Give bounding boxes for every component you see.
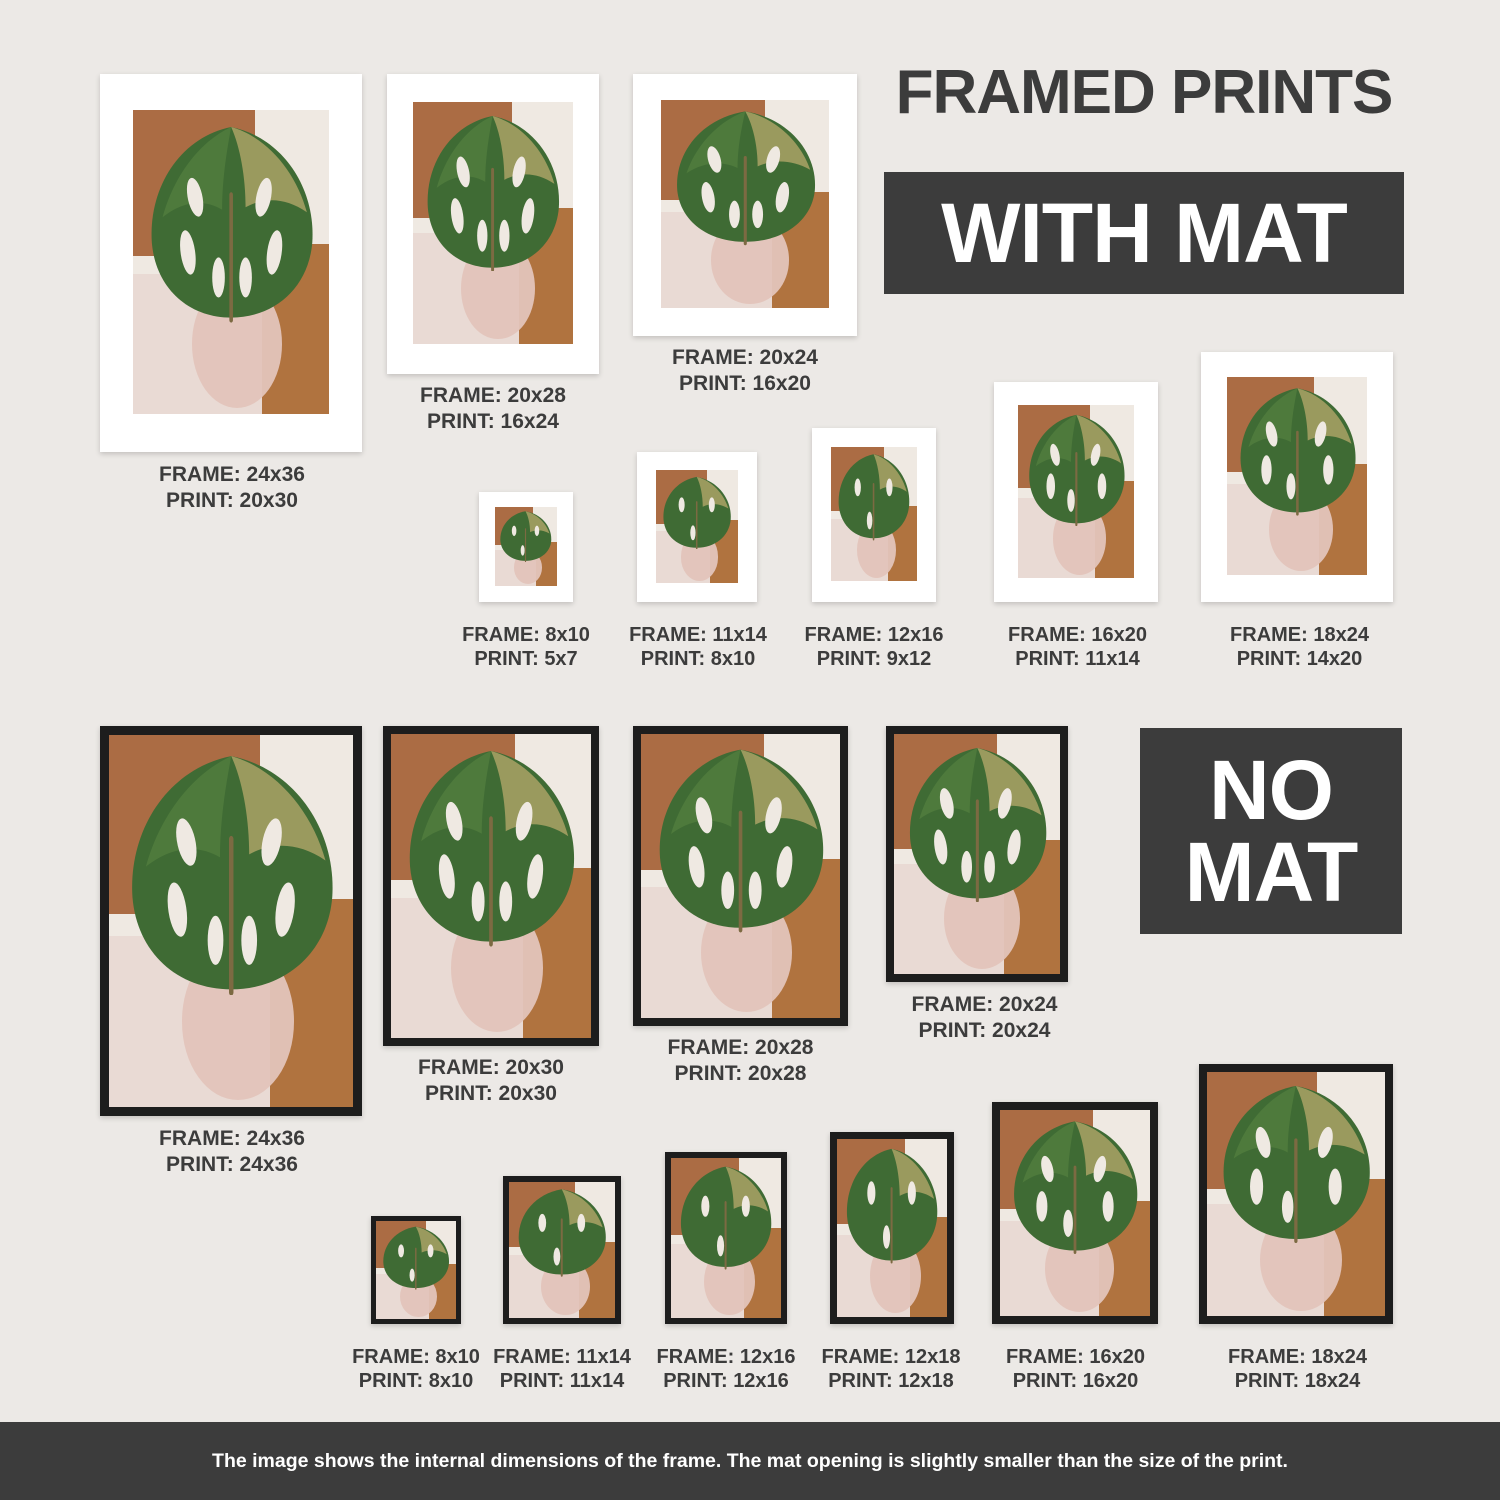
- frame-caption: [1000, 623, 1155, 672]
- artwork: [1000, 1110, 1150, 1316]
- no-mat-banner-line2: MAT: [1184, 825, 1358, 919]
- caption-frame-size: FRAME: 8x10: [352, 1346, 480, 1368]
- framed-print-no-mat[interactable]: [371, 1216, 461, 1324]
- caption-frame-size: FRAME: 24x36: [159, 463, 305, 486]
- caption-print-size: PRINT: 20x30: [166, 488, 298, 512]
- frame-caption: [798, 623, 950, 672]
- with-mat-banner-label: WITH MAT: [941, 185, 1347, 280]
- caption-frame-size: FRAME: 11x14: [493, 1346, 631, 1368]
- artwork: [109, 735, 353, 1107]
- monstera-leaf-icon: [141, 122, 321, 323]
- caption-print-size: PRINT: 8x10: [640, 648, 756, 671]
- artwork: [837, 1139, 947, 1317]
- framed-print-with-mat[interactable]: [633, 74, 857, 336]
- framed-print-with-mat[interactable]: [100, 74, 362, 452]
- frame-caption: [618, 1035, 863, 1086]
- frame-caption: [622, 623, 774, 672]
- artwork: [133, 110, 329, 414]
- artwork: [656, 470, 738, 583]
- monstera-leaf-icon: [419, 112, 566, 272]
- artwork: [1018, 405, 1134, 578]
- frame-caption: [487, 1345, 637, 1394]
- framed-print-no-mat[interactable]: [503, 1176, 621, 1324]
- caption-frame-size: FRAME: 18x24: [1228, 1346, 1367, 1368]
- framed-print-no-mat[interactable]: [383, 726, 599, 1046]
- monstera-leaf-icon: [1214, 1082, 1378, 1243]
- frame-caption: [369, 1055, 613, 1106]
- frame-caption: [1220, 1345, 1375, 1394]
- artwork: [894, 734, 1060, 974]
- frame-caption: [372, 383, 614, 434]
- caption-print-size: PRINT: 20x24: [918, 1018, 1051, 1042]
- footer-note-bar: [0, 1422, 1500, 1500]
- frame-caption: [650, 1345, 802, 1394]
- no-mat-banner-line1: NO: [1209, 742, 1333, 837]
- caption-print-size: PRINT: 24x36: [166, 1152, 298, 1176]
- caption-print-size: PRINT: 11x14: [1015, 648, 1140, 671]
- caption-frame-size: FRAME: 20x24: [911, 993, 1058, 1016]
- caption-print-size: PRINT: 16x24: [427, 409, 559, 433]
- caption-print-size: PRINT: 9x12: [816, 648, 932, 671]
- caption-frame-size: FRAME: 20x28: [667, 1036, 814, 1059]
- with-mat-banner: [884, 172, 1404, 294]
- framed-print-with-mat[interactable]: [1201, 352, 1393, 602]
- frame-caption: [1222, 623, 1377, 672]
- caption-frame-size: FRAME: 18x24: [1230, 624, 1369, 646]
- artwork: [509, 1182, 615, 1318]
- page-title: FRAMED PRINTS: [895, 58, 1393, 127]
- artwork: [1227, 377, 1367, 575]
- frame-caption: [998, 1345, 1153, 1394]
- monstera-leaf-icon: [659, 475, 734, 550]
- framed-print-no-mat[interactable]: [100, 726, 362, 1116]
- monstera-leaf-icon: [1006, 1118, 1144, 1254]
- caption-frame-size: FRAME: 16x20: [1006, 1346, 1145, 1368]
- framed-print-with-mat[interactable]: [387, 74, 599, 374]
- framed-print-with-mat[interactable]: [479, 492, 573, 602]
- footer-note-text: The image shows the internal dimensions of the frame. The mat opening is slightly smaller than the size of the print.: [212, 1449, 1288, 1472]
- monstera-leaf-icon: [901, 744, 1054, 902]
- artwork: [495, 507, 557, 586]
- artwork: [671, 1158, 781, 1318]
- artwork: [391, 734, 591, 1038]
- framed-print-no-mat[interactable]: [830, 1132, 954, 1324]
- artwork: [413, 102, 573, 344]
- caption-print-size: PRINT: 8x10: [358, 1370, 474, 1393]
- framed-print-no-mat[interactable]: [633, 726, 848, 1026]
- frame-caption: [101, 462, 363, 513]
- no-mat-banner: [1140, 728, 1402, 934]
- monstera-leaf-icon: [649, 745, 832, 932]
- caption-frame-size: FRAME: 24x36: [159, 1127, 305, 1150]
- framed-print-with-mat[interactable]: [812, 428, 936, 602]
- caption-frame-size: FRAME: 12x18: [821, 1346, 961, 1368]
- caption-print-size: PRINT: 12x16: [663, 1370, 789, 1393]
- caption-frame-size: FRAME: 11x14: [629, 624, 767, 646]
- artwork: [641, 734, 840, 1018]
- artwork: [1207, 1072, 1385, 1316]
- frame-caption: [620, 345, 870, 396]
- caption-frame-size: FRAME: 8x10: [462, 624, 590, 646]
- caption-frame-size: FRAME: 20x30: [418, 1056, 564, 1079]
- framed-print-no-mat[interactable]: [1199, 1064, 1393, 1324]
- caption-print-size: PRINT: 11x14: [499, 1370, 625, 1393]
- monstera-leaf-icon: [668, 108, 823, 245]
- caption-print-size: PRINT: 20x28: [674, 1061, 807, 1085]
- caption-frame-size: FRAME: 16x20: [1008, 624, 1147, 646]
- monstera-leaf-icon: [399, 746, 583, 947]
- monstera-leaf-icon: [841, 1146, 942, 1263]
- artwork: [661, 100, 829, 308]
- artwork: [376, 1221, 456, 1319]
- framed-print-no-mat[interactable]: [992, 1102, 1158, 1324]
- caption-print-size: PRINT: 12x18: [828, 1370, 954, 1393]
- caption-print-size: PRINT: 14x20: [1236, 648, 1363, 671]
- framed-print-no-mat[interactable]: [886, 726, 1068, 982]
- caption-print-size: PRINT: 20x30: [425, 1081, 557, 1105]
- caption-print-size: PRINT: 16x20: [1012, 1370, 1139, 1393]
- monstera-leaf-icon: [119, 750, 343, 996]
- caption-frame-size: FRAME: 12x16: [656, 1346, 796, 1368]
- frame-caption: [101, 1126, 363, 1177]
- framed-print-with-mat[interactable]: [637, 452, 757, 602]
- monstera-leaf-icon: [1023, 412, 1130, 526]
- framed-print-no-mat[interactable]: [665, 1152, 787, 1324]
- caption-print-size: PRINT: 18x24: [1234, 1370, 1361, 1393]
- monstera-leaf-icon: [675, 1164, 776, 1270]
- artwork: [831, 447, 917, 581]
- caption-frame-size: FRAME: 20x28: [420, 384, 566, 407]
- framed-print-with-mat[interactable]: [994, 382, 1158, 602]
- monstera-leaf-icon: [379, 1225, 453, 1290]
- caption-frame-size: FRAME: 12x16: [804, 624, 944, 646]
- monstera-leaf-icon: [1233, 385, 1362, 516]
- frame-caption: [455, 623, 597, 672]
- frame-caption: [345, 1345, 487, 1394]
- caption-print-size: PRINT: 16x20: [679, 371, 811, 395]
- monstera-leaf-icon: [834, 452, 913, 540]
- frame-caption: [862, 992, 1107, 1043]
- monstera-leaf-icon: [497, 510, 554, 562]
- caption-frame-size: FRAME: 20x24: [672, 346, 818, 369]
- monstera-leaf-icon: [513, 1187, 611, 1277]
- frame-caption: [815, 1345, 967, 1394]
- caption-print-size: PRINT: 5x7: [474, 648, 578, 671]
